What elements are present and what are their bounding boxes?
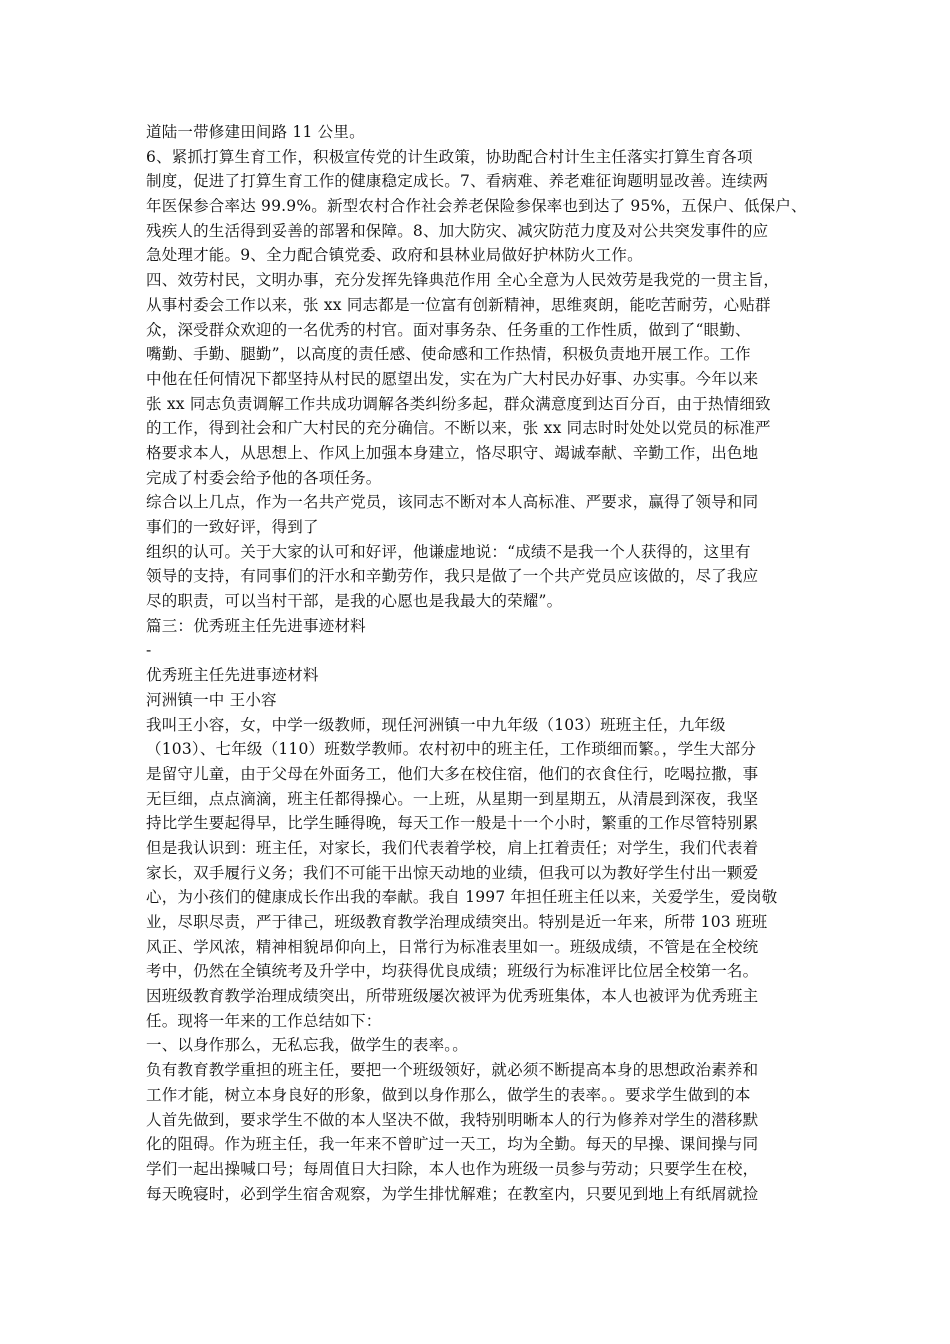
text-line: 一、以身作那么，无私忘我，做学生的表率。。 [146,1036,468,1055]
text-line: 化的阻碍。作为班主任，我一年来不曾旷过一天工，均为全勤。每天的早操、课间操与同 [146,1135,759,1154]
text-line: 优秀班主任先进事迹材料 [146,666,319,685]
text-line: 每天晚寝时，必到学生宿舍观察，为学生排忧解难；在教室内，只要见到地上有纸屑就捡 [146,1184,759,1203]
text-line: 格要求本人，从思想上、作风上加强本身建立，恪尽职守、竭诚奉献、辛勤工作，出色地 [146,443,759,462]
text-line: 完成了村委会给予他的各项任务。 [146,468,382,487]
text-line: （103）、七年级（110）班数学教师。农村初中的班主任，工作琐细而繁。，学生大部分 [146,740,757,759]
text-line: 河洲镇一中 王小容 [146,690,277,709]
text-line: 任。现将一年来的工作总结如下： [146,1011,382,1030]
text-line: 尽的职责，可以当村干部，是我的心愿也是我最大的荣耀”。 [146,592,563,611]
text-line: 四、效劳村民，文明办事，充分发挥先锋典范作用 全心全意为人民效劳是我党的一贯主旨， [146,271,780,290]
text-line: 6、紧抓打算生育工作，积极宣传党的计生政策，协助配合村计生主任落实打算生育各项 [146,147,753,166]
text-line: 的工作，得到社会和广大村民的充分确信。不断以来，张 xx 同志时时处处以党员的标准严 [146,419,771,438]
text-line: 是留守儿童，由于父母在外面务工，他们大多在校住宿，他们的衣食住行，吃喝拉撒，事 [146,764,759,783]
text-line: 年医保参合率达 99.9%。新型农村合作社会养老保险参保率也到达了 95%，五保户、低保户、 [146,197,807,216]
text-line: 学们一起出操喊口号；每周值日大扫除，本人也作为班级一员参与劳动；只要学生在校， [146,1159,759,1178]
text-line: 心，为小孩们的健康成长作出我的奉献。我自 1997 年担任班主任以来，关爱学生，爱岗敬 [146,888,778,907]
text-line: 急处理才能。9、全力配合镇党委、政府和县林业局做好护林防火工作。 [146,246,643,265]
text-line: 残疾人的生活得到妥善的部署和保障。8、加大防灾、减灾防范力度及对公共突发事件的应 [146,221,769,240]
text-line: 事们的一致好评，得到了 [146,518,319,536]
text-line: 家长，双手履行义务；我们不可能干出惊天动地的业绩，但我可以为教好学生付出一颗爱 [146,863,759,882]
text-line: 风正、学风浓，精神相貌昂仰向上，日常行为标准表里如一。班级成绩，不管是在全校统 [146,937,759,956]
text-line: 但是我认识到：班主任，对家长，我们代表着学校，肩上扛着责任；对学生，我们代表着 [146,838,759,857]
text-line: 从事村委会工作以来，张 xx 同志都是一位富有创新精神，思维爽朗，能吃苦耐劳，心贴群 [146,295,771,314]
text-line: - [146,641,152,660]
text-line: 无巨细，点点滴滴，班主任都得操心。一上班，从星期一到星期五，从清晨到深夜，我坚 [146,789,759,808]
text-line: 道陆一带修建田间路 11 公里。 [146,123,365,141]
text-line: 工作才能，树立本身良好的形象，做到以身作那么，做学生的表率。。要求学生做到的本 [146,1085,751,1104]
text-line: 嘴勤、手勤、腿勤”，以高度的责任感、使命感和工作热情，积极负责地开展工作。工作 [146,345,751,364]
text-line: 制度，促进了打算生育工作的健康稳定成长。7、看病难、养老难征询题明显改善。连续两 [146,172,769,191]
text-line: 篇三：优秀班主任先进事迹材料 [146,616,366,635]
text-line: 业，尽职尽责，严于律己，班级教育教学治理成绩突出。特别是近一年来，所带 103 班班 [146,913,768,931]
text-line: 领导的支持，有同事们的汗水和辛勤劳作，我只是做了一个共产党员应该做的，尽了我应 [146,567,759,586]
text-line: 中他在任何情况下都坚持从村民的愿望出发，实在为广大村民办好事、办实事。今年以来 [146,369,759,388]
text-line: 众，深受群众欢迎的一名优秀的村官。面对事务杂、任务重的工作性质，做到了“眼勤、 [146,320,751,339]
text-line: 负有教育教学重担的班主任，要把一个班级领好，就必须不断提高本身的思想政治素养和 [146,1061,759,1080]
text-line: 人首先做到，要求学生不做的本人坚决不做，我特别明晰本人的行为修养对学生的潜移默 [146,1110,759,1129]
text-line: 综合以上几点，作为一名共产党员，该同志不断对本人高标准、严要求，赢得了领导和同 [146,493,759,512]
text-line: 我叫王小容，女，中学一级教师，现任河洲镇一中九年级（103）班班主任，九年级 [146,715,726,734]
text-line: 考中，仍然在全镇统考及升学中，均获得优良成绩；班级行为标准评比位居全校第一名。 [146,962,759,981]
text-line: 因班级教育教学治理成绩突出，所带班级屡次被评为优秀班集体，本人也被评为优秀班主 [146,987,759,1006]
text-line: 张 xx 同志负责调解工作共成功调解各类纠纷多起，群众满意度到达百分百，由于热情细致 [146,394,771,413]
text-line: 组织的认可。关于大家的认可和好评，他谦虚地说：“成绩不是我一个人获得的，这里有 [146,542,751,561]
document-body [146,120,810,1206]
text-line: 持比学生要起得早，比学生睡得晚，每天工作一般是十一个小时，繁重的工作尽管特别累 [146,814,759,833]
